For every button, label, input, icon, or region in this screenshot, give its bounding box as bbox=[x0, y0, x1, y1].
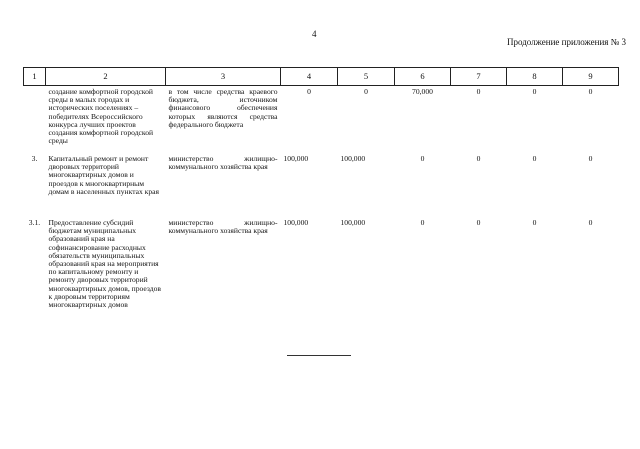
value-cell: 0 bbox=[532, 218, 537, 227]
value-cell: 0 bbox=[307, 87, 311, 96]
value-cell: 0 bbox=[476, 154, 481, 163]
program-table bbox=[23, 67, 619, 309]
value-cell: 0 bbox=[420, 154, 425, 163]
funding-source: министерство жилищно-коммунального хозяйства края bbox=[168, 154, 278, 172]
row-number bbox=[24, 86, 46, 152]
column-header: 4 bbox=[281, 68, 338, 86]
column-header: 1 bbox=[24, 68, 46, 86]
column-header: 6 bbox=[395, 68, 451, 86]
row-number: 3.1. bbox=[28, 218, 41, 227]
value-cell: 0 bbox=[588, 87, 593, 96]
column-header: 8 bbox=[507, 68, 563, 86]
value-cell: 100,000 bbox=[340, 154, 366, 163]
value-cell: 0 bbox=[420, 218, 425, 227]
value-cell: 0 bbox=[476, 87, 481, 96]
appendix-continuation-label: Продолжение приложения № 3 bbox=[506, 37, 626, 47]
measure-name: Предоставление субсидий бюджетам муниципальных образований края на софинансирование расходных обязательств муниципальных образований края на мероприятия по капитальному ремонту и ремонту дворовых территорий многоквартирных домов, проездов к дворовым территориям многоквартирных домов bbox=[48, 218, 161, 310]
table-row bbox=[24, 215, 619, 309]
funding-source: в том числе средства краевого бюджета, источником финансового обеспечения которых являются средства федерального бюджета bbox=[168, 87, 278, 129]
value-cell: 70,000 bbox=[412, 87, 433, 96]
table-row bbox=[24, 151, 619, 215]
footer-rule bbox=[287, 355, 351, 356]
column-header: 3 bbox=[166, 68, 281, 86]
value-cell: 0 bbox=[476, 218, 481, 227]
value-cell: 100,000 bbox=[283, 218, 309, 227]
page-number: 4 bbox=[312, 29, 317, 39]
column-header: 9 bbox=[563, 68, 619, 86]
funding-source: министерство жилищно-коммунального хозяйства края bbox=[168, 218, 278, 236]
column-header: 7 bbox=[451, 68, 507, 86]
row-number: 3. bbox=[31, 154, 38, 163]
measure-name: Капитальный ремонт и ремонт дворовых территорий многоквартирных домов и проездов к многоквартирным домам в населенных пунктах края bbox=[48, 154, 160, 196]
column-header: 2 bbox=[46, 68, 166, 86]
value-cell: 100,000 bbox=[340, 218, 366, 227]
value-cell: 0 bbox=[588, 154, 593, 163]
column-number-row bbox=[24, 68, 619, 86]
value-cell: 100,000 bbox=[283, 154, 309, 163]
value-cell: 0 bbox=[532, 154, 537, 163]
value-cell: 0 bbox=[364, 87, 368, 96]
value-cell: 0 bbox=[532, 87, 537, 96]
column-header: 5 bbox=[338, 68, 395, 86]
table-row bbox=[24, 86, 619, 152]
value-cell: 0 bbox=[588, 218, 593, 227]
measure-name: создание комфортной городской среды в малых городах и исторических поселениях – победителях Всероссийского конкурса лучших проектов создания комфортной городской среды bbox=[48, 87, 154, 146]
